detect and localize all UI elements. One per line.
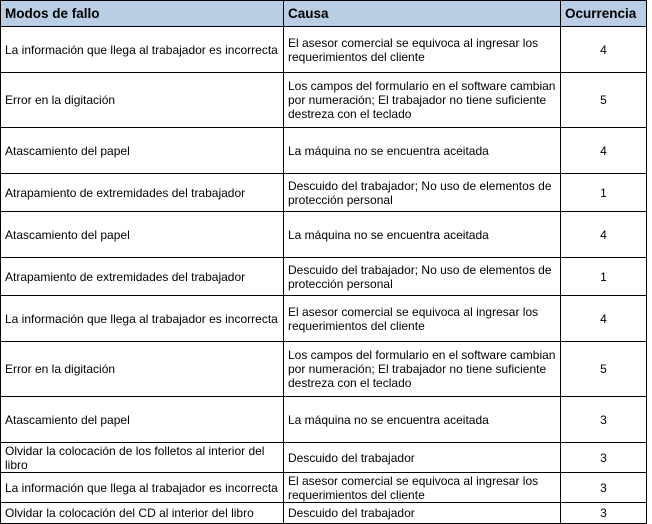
cell-modo-fallo: La información que llega al trabajador es incorrecta <box>1 473 284 503</box>
cell-modo-fallo: Olvidar la colocación de los folletos al interior del libro <box>1 443 284 473</box>
cell-ocurrencia: 3 <box>561 473 647 503</box>
cell-causa: Descuido del trabajador <box>284 503 561 524</box>
cell-ocurrencia: 4 <box>561 128 647 174</box>
cell-ocurrencia: 4 <box>561 212 647 258</box>
table-body <box>1 27 647 524</box>
cell-causa: Descuido del trabajador; No uso de elementos de protección personal <box>284 258 561 296</box>
cell-modo-fallo: Atrapamiento de extremidades del trabajador <box>1 258 284 296</box>
table-row <box>1 73 647 128</box>
cell-modo-fallo: Atascamiento del papel <box>1 397 284 443</box>
cell-causa: La máquina no se encuentra aceitada <box>284 128 561 174</box>
cell-ocurrencia: 1 <box>561 174 647 212</box>
table-row <box>1 443 647 473</box>
table-row <box>1 27 647 73</box>
cell-ocurrencia: 1 <box>561 258 647 296</box>
cell-modo-fallo: Error en la digitación <box>1 73 284 128</box>
cell-ocurrencia: 4 <box>561 27 647 73</box>
cell-ocurrencia: 3 <box>561 443 647 473</box>
cell-causa: Los campos del formulario en el software cambian por numeración; El trabajador no tiene suficiente destreza con el teclado <box>284 73 561 128</box>
cell-ocurrencia: 3 <box>561 397 647 443</box>
cell-causa: El asesor comercial se equivoca al ingresar los requerimientos del cliente <box>284 27 561 73</box>
table-row <box>1 503 647 524</box>
cell-ocurrencia: 4 <box>561 296 647 342</box>
cell-causa: Los campos del formulario en el software cambian por numeración; El trabajador no tiene suficiente destreza con el teclado <box>284 342 561 397</box>
cell-causa: El asesor comercial se equivoca al ingresar los requerimientos del cliente <box>284 473 561 503</box>
cell-causa: El asesor comercial se equivoca al ingresar los requerimientos del cliente <box>284 296 561 342</box>
cell-causa: La máquina no se encuentra aceitada <box>284 212 561 258</box>
cell-causa: Descuido del trabajador; No uso de elementos de protección personal <box>284 174 561 212</box>
table-header <box>1 1 647 27</box>
table-row <box>1 174 647 212</box>
cell-modo-fallo: Atascamiento del papel <box>1 128 284 174</box>
table-row <box>1 473 647 503</box>
table-row <box>1 397 647 443</box>
cell-modo-fallo: La información que llega al trabajador es incorrecta <box>1 27 284 73</box>
table-row <box>1 296 647 342</box>
table-row <box>1 212 647 258</box>
cell-modo-fallo: La información que llega al trabajador es incorrecta <box>1 296 284 342</box>
table-row <box>1 128 647 174</box>
cell-causa: La máquina no se encuentra aceitada <box>284 397 561 443</box>
column-header-causa: Causa <box>284 1 561 27</box>
cell-modo-fallo: Atascamiento del papel <box>1 212 284 258</box>
cell-modo-fallo: Error en la digitación <box>1 342 284 397</box>
cell-ocurrencia: 5 <box>561 73 647 128</box>
cell-modo-fallo: Olvidar la colocación del CD al interior del libro <box>1 503 284 524</box>
table-header-row <box>1 1 647 27</box>
table-row <box>1 342 647 397</box>
cell-ocurrencia: 3 <box>561 503 647 524</box>
column-header-modos-de-fallo: Modos de fallo <box>1 1 284 27</box>
table-row <box>1 258 647 296</box>
cell-modo-fallo: Atrapamiento de extremidades del trabajador <box>1 174 284 212</box>
column-header-ocurrencia: Ocurrencia <box>561 1 647 27</box>
cell-causa: Descuido del trabajador <box>284 443 561 473</box>
cell-ocurrencia: 5 <box>561 342 647 397</box>
